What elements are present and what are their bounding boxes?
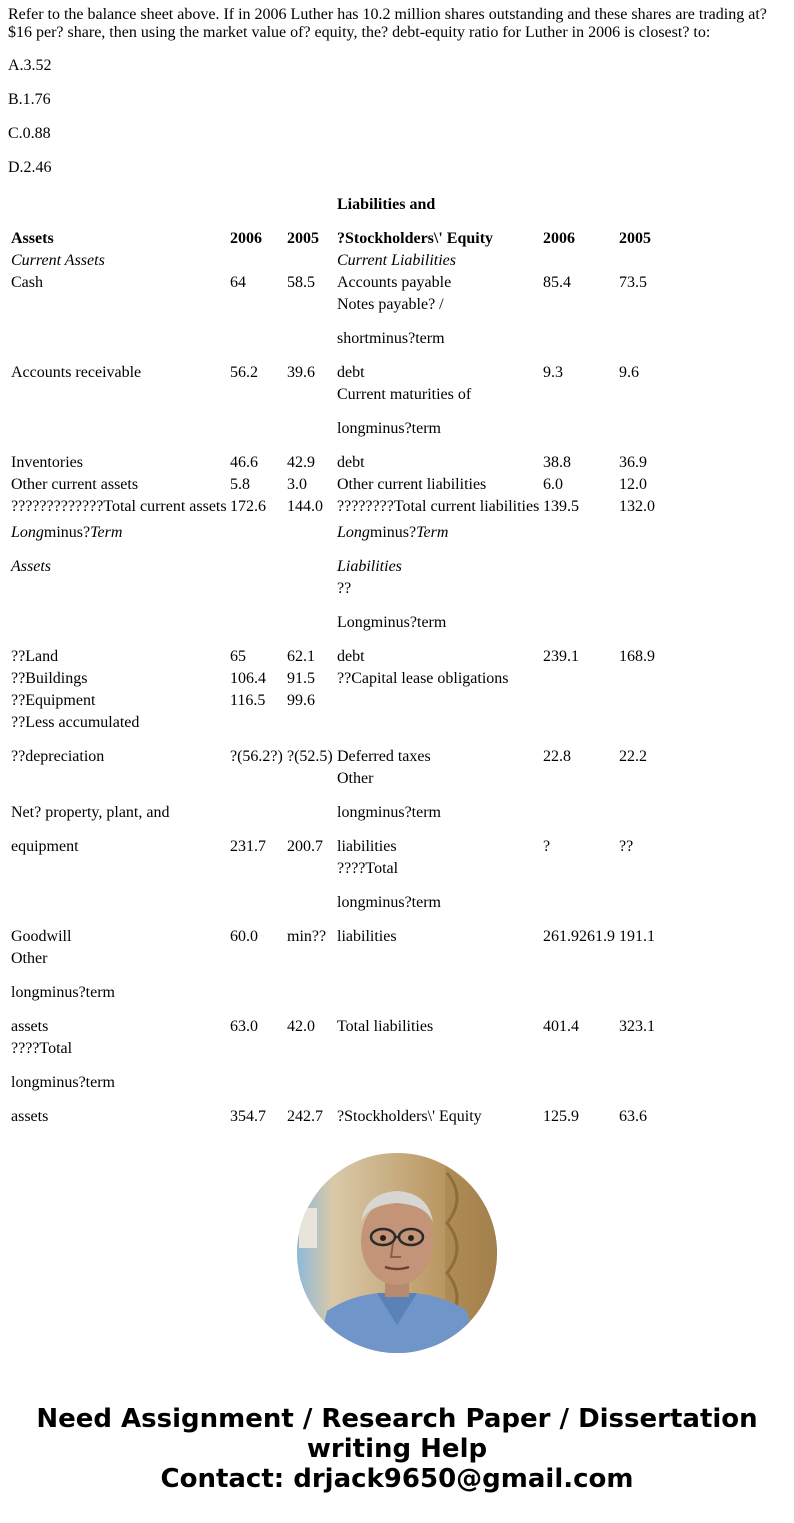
other-current-assets-2006: 5.8	[230, 476, 250, 493]
inventories-label: Inventories	[11, 454, 83, 471]
stockholders-equity-2006: 125.9	[543, 1108, 579, 1125]
header-assets-2006: 2006	[230, 230, 262, 247]
other-lt-assets-line1: Other	[11, 950, 48, 967]
cta-line-3: Contact: drjack9650@gmail.com	[160, 1464, 634, 1494]
current-maturities-line3: debt	[337, 454, 365, 471]
avatar	[297, 1153, 497, 1353]
total-current-assets-2006: 172.6	[230, 498, 266, 515]
total-liabilities-2005: 323.1	[619, 1018, 655, 1035]
header-liab-2006: 2006	[543, 230, 575, 247]
header-liab-2005: 2005	[619, 230, 651, 247]
total-current-assets-2005: 144.0	[287, 498, 323, 515]
avatar-portrait	[297, 1153, 497, 1353]
notes-payable-2005: 9.6	[619, 364, 639, 381]
current-maturities-line1: Current maturities of	[337, 386, 472, 403]
accounts-receivable-label: Accounts receivable	[11, 364, 142, 381]
goodwill-2005: min??	[287, 928, 327, 945]
accum-dep-2006: ?(56.2?)	[230, 748, 283, 765]
equipment-2006: 116.5	[230, 692, 266, 709]
option-d: D.2.46	[8, 159, 52, 176]
current-maturities-2005: 36.9	[619, 454, 647, 471]
inventories-2006: 46.6	[230, 454, 258, 471]
header-liabilities-line1: Liabilities and	[337, 196, 436, 213]
total-lt-liab-line3: liabilities	[337, 928, 397, 945]
stockholders-equity-label: ?Stockholders\' Equity	[337, 1108, 482, 1125]
header-liabilities-line2: ?Stockholders\' Equity	[337, 230, 494, 247]
total-lt-liab-line2: longminus?term	[337, 894, 441, 911]
stockholders-equity-2005: 63.6	[619, 1108, 647, 1125]
notes-payable-line3: debt	[337, 364, 365, 381]
accounts-receivable-2005: 39.6	[287, 364, 315, 381]
other-lt-liab-line3: liabilities	[337, 838, 397, 855]
accounts-payable-2006: 85.4	[543, 274, 571, 291]
other-lt-assets-line3: assets	[11, 1018, 49, 1035]
buildings-2006: 106.4	[230, 670, 266, 687]
total-lt-liab-2005: 191.1	[619, 928, 655, 945]
capital-lease-label: ??Capital lease obligations	[337, 670, 509, 687]
cash-2006: 64	[230, 274, 246, 291]
total-current-assets-label: ?????????????Total current assets	[11, 498, 227, 515]
long-term-liabilities-heading: Longminus?Term	[337, 524, 449, 541]
accounts-payable-label: Accounts payable	[337, 274, 452, 291]
lt-debt-line1: ??	[337, 580, 352, 597]
other-current-assets-2005: 3.0	[287, 476, 307, 493]
deferred-taxes-2005: 22.2	[619, 748, 647, 765]
total-current-liabilities-label: ????????Total current liabilities	[337, 498, 540, 515]
buildings-2005: 91.5	[287, 670, 315, 687]
equipment-2005: 99.6	[287, 692, 315, 709]
total-lt-assets-line1: ????Total	[11, 1040, 73, 1057]
current-assets-heading: Current Assets	[11, 252, 105, 269]
land-2005: 62.1	[287, 648, 315, 665]
total-current-liabilities-2006: 139.5	[543, 498, 579, 515]
accounts-receivable-2006: 56.2	[230, 364, 258, 381]
cash-label: Cash	[11, 274, 43, 291]
cash-2005: 58.5	[287, 274, 315, 291]
net-ppe-line2: equipment	[11, 838, 79, 855]
total-lt-liab-line1: ????Total	[337, 860, 399, 877]
header-assets-2005: 2005	[287, 230, 319, 247]
cta-line-1: Need Assignment / Research Paper / Dissertation	[36, 1404, 758, 1434]
current-maturities-line2: longminus?term	[337, 420, 441, 437]
lt-debt-2006: 239.1	[543, 648, 579, 665]
other-current-liabilities-2006: 6.0	[543, 476, 563, 493]
deferred-taxes-2006: 22.8	[543, 748, 571, 765]
total-lt-assets-line3: assets	[11, 1108, 49, 1125]
lt-debt-line2: Longminus?term	[337, 614, 447, 631]
goodwill-2006: 60.0	[230, 928, 258, 945]
long-term-assets-heading-line2: Assets	[11, 558, 51, 575]
total-lt-liab-2006: 261.9261.9	[543, 928, 615, 945]
notes-payable-line2: shortminus?term	[337, 330, 445, 347]
other-lt-liab-line2: longminus?term	[337, 804, 441, 821]
land-2006: 65	[230, 648, 246, 665]
goodwill-label: Goodwill	[11, 928, 72, 945]
cta-line-2: writing Help	[306, 1434, 488, 1464]
accum-dep-line2: ??depreciation	[11, 748, 105, 765]
other-lt-assets-2006: 63.0	[230, 1018, 258, 1035]
total-liabilities-2006: 401.4	[543, 1018, 579, 1035]
lt-debt-line3: debt	[337, 648, 365, 665]
net-ppe-2006: 231.7	[230, 838, 266, 855]
land-label: ??Land	[11, 648, 59, 665]
other-lt-liab-2005: ??	[619, 838, 634, 855]
lt-debt-2005: 168.9	[619, 648, 655, 665]
other-lt-assets-2005: 42.0	[287, 1018, 315, 1035]
current-maturities-2006: 38.8	[543, 454, 571, 471]
option-a: A.3.52	[8, 57, 52, 74]
total-lt-assets-2005: 242.7	[287, 1108, 323, 1125]
other-current-assets-label: Other current assets	[11, 476, 139, 493]
inventories-2005: 42.9	[287, 454, 315, 471]
total-liabilities-label: Total liabilities	[337, 1018, 434, 1035]
total-lt-assets-2006: 354.7	[230, 1108, 266, 1125]
header-assets: Assets	[11, 230, 54, 247]
long-term-liabilities-heading-line2: Liabilities	[337, 558, 402, 575]
current-liabilities-heading: Current Liabilities	[337, 252, 456, 269]
accounts-payable-2005: 73.5	[619, 274, 647, 291]
other-lt-assets-line2: longminus?term	[11, 984, 115, 1001]
notes-payable-line1: Notes payable? /	[337, 296, 444, 313]
option-b: B.1.76	[8, 91, 51, 108]
other-current-liabilities-2005: 12.0	[619, 476, 647, 493]
notes-payable-2006: 9.3	[543, 364, 563, 381]
deferred-taxes-label: Deferred taxes	[337, 748, 431, 765]
question-text: Refer to the balance sheet above. If in 2006 Luther has 10.2 million shares outstanding and these shares are trading at? $16 per? share, then using the market value of? equity, the? debt-equity ratio for Luther in 2006 is closest? to:	[8, 6, 767, 41]
accum-dep-2005: ?(52.5)	[287, 748, 333, 765]
accum-dep-line1: ??Less accumulated	[11, 714, 140, 731]
contact-banner	[0, 1404, 794, 1494]
other-lt-liab-line1: Other	[337, 770, 374, 787]
buildings-label: ??Buildings	[11, 670, 88, 687]
total-lt-assets-line2: longminus?term	[11, 1074, 115, 1091]
equipment-label: ??Equipment	[11, 692, 96, 709]
other-lt-liab-2006: ?	[543, 838, 551, 855]
long-term-assets-heading: Longminus?Term	[11, 524, 123, 541]
net-ppe-line1: Net? property, plant, and	[11, 804, 170, 821]
total-current-liabilities-2005: 132.0	[619, 498, 655, 515]
net-ppe-2005: 200.7	[287, 838, 323, 855]
other-current-liabilities-label: Other current liabilities	[337, 476, 487, 493]
option-c: C.0.88	[8, 125, 51, 142]
